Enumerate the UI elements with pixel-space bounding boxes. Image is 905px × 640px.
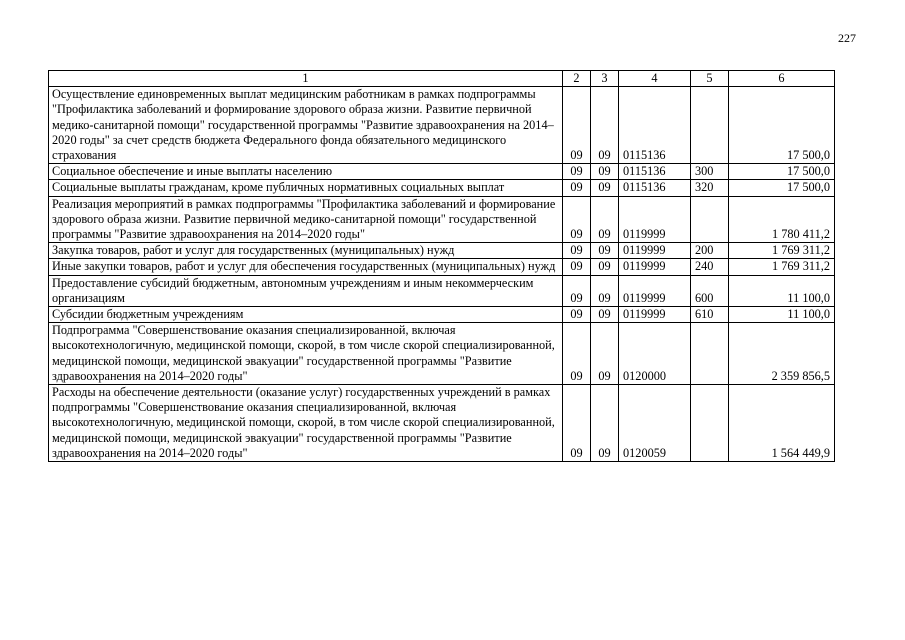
row-amount: 1 780 411,2: [729, 196, 835, 243]
header-cell-4: 4: [619, 71, 691, 87]
row-expense-type: [691, 385, 729, 462]
row-amount: 11 100,0: [729, 307, 835, 323]
page-number: 227: [838, 31, 856, 45]
row-section: 09: [563, 164, 591, 180]
row-subsection: 09: [591, 275, 619, 306]
row-description: Осуществление единовременных выплат медицинским работникам в рамках подпрограммы "Профилактика заболеваний и формирование здорового образа жизни. Развитие первичной медико-санитарной помощи" государственной программы "Развитие здравоохранения на 2014–2020 годы" за счет средств бюджета Федерального фонда обязательного медицинского страхования: [49, 87, 563, 164]
row-amount: 2 359 856,5: [729, 323, 835, 385]
table-row: [49, 275, 835, 306]
row-expense-type: [691, 87, 729, 164]
row-description: Иные закупки товаров, работ и услуг для обеспечения государственных (муниципальных) нужд: [49, 259, 563, 275]
row-description: Закупка товаров, работ и услуг для государственных (муниципальных) нужд: [49, 243, 563, 259]
row-section: 09: [563, 323, 591, 385]
row-description: Расходы на обеспечение деятельности (оказание услуг) государственных учреждений в рамках подпрограммы "Совершенствование оказания специализированной, включая высокотехнологичную, медицинской помощи, скорой, в том числе скорой специализированной, медицинской помощи, медицинской эвакуации" государственной программы "Развитие здравоохранения на 2014–2020 годы": [49, 385, 563, 462]
row-section: 09: [563, 196, 591, 243]
row-target-article: 0119999: [619, 275, 691, 306]
row-description: Субсидии бюджетным учреждениям: [49, 307, 563, 323]
header-cell-1: 1: [49, 71, 563, 87]
row-subsection: 09: [591, 196, 619, 243]
row-description: Социальное обеспечение и иные выплаты населению: [49, 164, 563, 180]
row-section: 09: [563, 259, 591, 275]
table-row: [49, 307, 835, 323]
table-row: [49, 385, 835, 462]
row-description: Социальные выплаты гражданам, кроме публичных нормативных социальных выплат: [49, 180, 563, 196]
row-section: 09: [563, 275, 591, 306]
row-amount: 1 769 311,2: [729, 259, 835, 275]
table-row: [49, 87, 835, 164]
header-cell-5: 5: [691, 71, 729, 87]
row-target-article: 0119999: [619, 243, 691, 259]
header-cell-2: 2: [563, 71, 591, 87]
row-expense-type: 610: [691, 307, 729, 323]
row-amount: 17 500,0: [729, 87, 835, 164]
row-amount: 1 769 311,2: [729, 243, 835, 259]
row-target-article: 0115136: [619, 87, 691, 164]
row-subsection: 09: [591, 385, 619, 462]
row-amount: 17 500,0: [729, 164, 835, 180]
row-subsection: 09: [591, 180, 619, 196]
row-amount: 1 564 449,9: [729, 385, 835, 462]
row-expense-type: 300: [691, 164, 729, 180]
row-subsection: 09: [591, 164, 619, 180]
row-section: 09: [563, 243, 591, 259]
row-expense-type: [691, 323, 729, 385]
row-section: 09: [563, 87, 591, 164]
row-subsection: 09: [591, 87, 619, 164]
row-target-article: 0115136: [619, 180, 691, 196]
header-cell-6: 6: [729, 71, 835, 87]
row-target-article: 0119999: [619, 307, 691, 323]
table-row: [49, 323, 835, 385]
row-expense-type: 240: [691, 259, 729, 275]
table-row: [49, 243, 835, 259]
row-target-article: 0120059: [619, 385, 691, 462]
row-expense-type: 200: [691, 243, 729, 259]
table-header-row: [49, 71, 835, 87]
row-target-article: 0120000: [619, 323, 691, 385]
row-description: Подпрограмма "Совершенствование оказания специализированной, включая высокотехнологичную, медицинской помощи, скорой, в том числе скорой специализированной, медицинской помощи, медицинской эвакуации" государственной программы "Развитие здравоохранения на 2014–2020 годы": [49, 323, 563, 385]
row-section: 09: [563, 180, 591, 196]
row-subsection: 09: [591, 243, 619, 259]
row-section: 09: [563, 307, 591, 323]
row-description: Реализация мероприятий в рамках подпрограммы "Профилактика заболеваний и формирование здорового образа жизни. Развитие первичной медико-санитарной помощи" государственной программы "Развитие здравоохранения на 2014–2020 годы": [49, 196, 563, 243]
row-amount: 11 100,0: [729, 275, 835, 306]
row-target-article: 0119999: [619, 196, 691, 243]
table-row: [49, 180, 835, 196]
row-amount: 17 500,0: [729, 180, 835, 196]
row-description: Предоставление субсидий бюджетным, автономным учреждениям и иным некоммерческим организациям: [49, 275, 563, 306]
row-subsection: 09: [591, 323, 619, 385]
row-target-article: 0119999: [619, 259, 691, 275]
row-section: 09: [563, 385, 591, 462]
header-cell-3: 3: [591, 71, 619, 87]
table-row: [49, 259, 835, 275]
row-subsection: 09: [591, 259, 619, 275]
row-expense-type: [691, 196, 729, 243]
table-row: [49, 164, 835, 180]
row-expense-type: 320: [691, 180, 729, 196]
row-expense-type: 600: [691, 275, 729, 306]
row-target-article: 0115136: [619, 164, 691, 180]
row-subsection: 09: [591, 307, 619, 323]
table-row: [49, 196, 835, 243]
budget-table: [48, 70, 835, 462]
